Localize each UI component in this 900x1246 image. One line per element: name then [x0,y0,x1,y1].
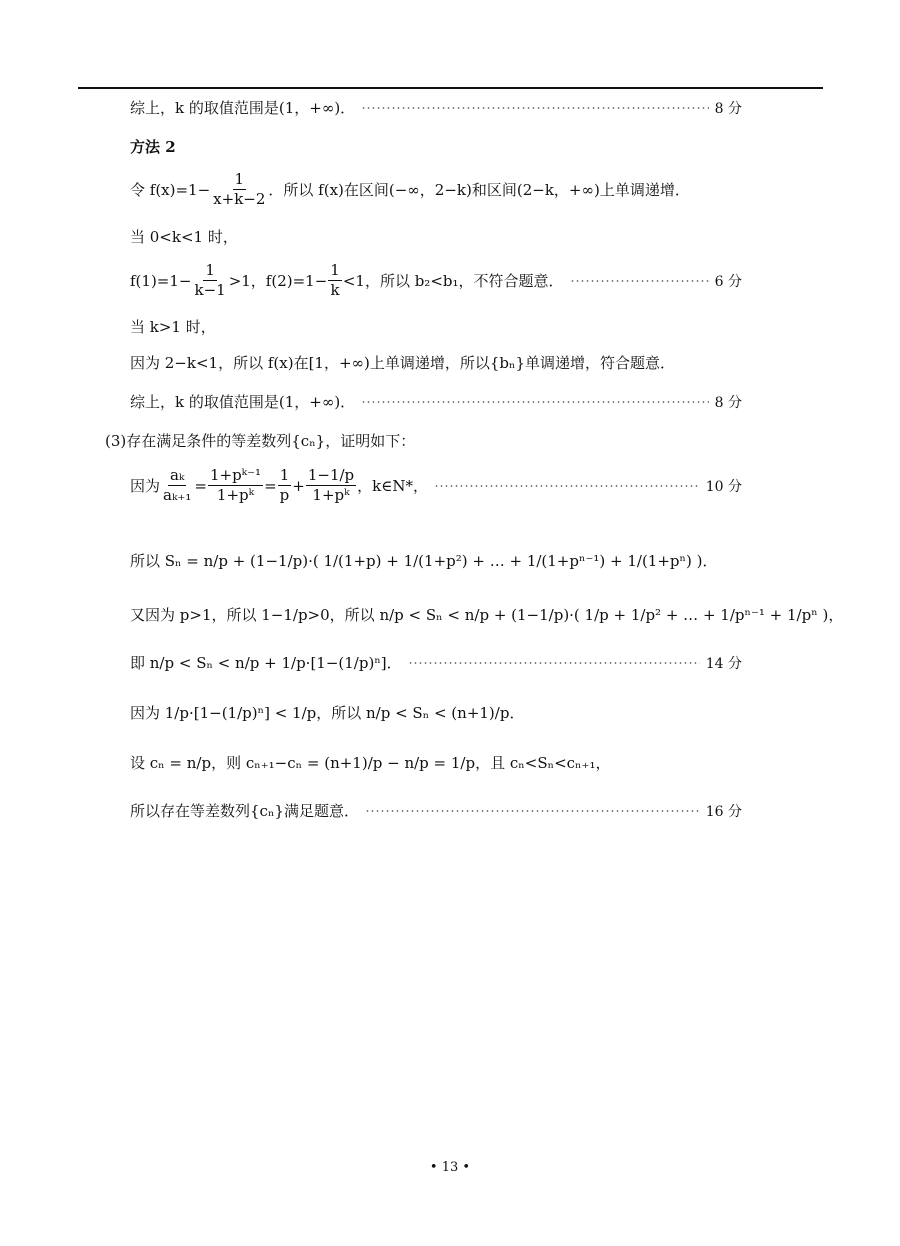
eval-part-b: >1，f(2)=1− [228,272,328,291]
score-8-b: 8 分 [714,394,742,411]
sn-simplified-bound [130,652,742,673]
case-text: 当 k>1 时， [130,318,216,336]
conclusion-text-1: 综上，k 的取值范围是(1，+∞)． [130,99,356,117]
final-text: 所以存在等差数列{cₙ}满足题意． [130,802,359,820]
monotonic-statement [130,352,742,373]
sn-final-text: 因为 1/p·[1−(1/p)ⁿ] < 1/p，所以 n/p < Sₙ < (n+1)/p． [130,704,525,722]
score-14: 14 分 [705,655,742,672]
method-heading-text: 方法 2 [130,138,176,156]
sn-expression [130,550,742,571]
leader-dots [434,485,700,487]
conclusion-text-2: 综上，k 的取值范围是(1，+∞)． [130,393,356,411]
definition-suffix: ．所以 f(x)在区间(−∞，2−k)和区间(2−k，+∞)上单调递增． [268,181,690,200]
case-text: 当 0<k<1 时， [130,228,238,246]
ratio-identity [130,468,742,504]
leader-dots [361,401,708,403]
case-k-less-1-evaluation [130,263,742,299]
case-k-less-1 [130,226,742,247]
plus-sign: + [292,476,305,495]
fraction-1-over-p [278,468,292,504]
part-3-heading [105,430,742,451]
frac-den: x+k−2 [213,189,266,208]
frac-num: 1 [330,261,340,279]
fraction-1pk1-over-1pk [208,468,263,504]
frac-num: aₖ [169,466,185,484]
cn-definition [130,752,742,773]
sn-final-bound [130,702,742,723]
eval-part-c: <1，所以 b₂<b₁，不符合题意． [342,272,564,291]
score-8-a: 8 分 [714,100,742,117]
ratio-prefix: 因为 [130,477,161,496]
frac-num: 1 [205,261,215,279]
definition-prefix: 令 f(x)=1− [130,181,211,200]
fraction-ak-over-ak1 [161,468,193,504]
equals-sign: = [194,476,207,495]
sn-text: 所以 Sₙ = n/p + (1−1/p)·( 1/(1+p) + 1/(1+p²) + … + 1/(1+pⁿ⁻¹) + 1/(1+pⁿ) )． [130,552,718,570]
frac-den: aₖ₊₁ [163,485,192,504]
sn-bound [130,604,844,625]
header-rule [78,87,823,89]
monotonic-text: 因为 2−k<1，所以 f(x)在[1，+∞)上单调递增，所以{bₙ}单调递增，符合题意． [130,354,676,372]
score-10: 10 分 [705,478,742,495]
conclusion-line-1 [130,97,742,118]
frac-num: 1 [234,170,245,188]
page-number: • 13 • [429,1160,471,1175]
case-k-greater-1 [130,316,742,337]
fraction-1-over-x-k-2 [211,172,267,208]
ratio-suffix: ，k∈N*， [357,477,428,496]
leader-dots [365,810,700,812]
leader-dots [361,107,708,109]
frac-num: 1+pᵏ⁻¹ [209,466,262,484]
conclusion-line-2 [130,391,742,412]
fraction-compound [306,468,356,504]
method-2-heading [130,136,742,157]
frac-den: k−1 [194,280,226,299]
score-16: 16 分 [705,803,742,820]
final-conclusion [130,800,742,821]
score-6: 6 分 [714,273,742,290]
cn-text: 设 cₙ = n/p，则 cₙ₊₁−cₙ = (n+1)/p − n/p = 1/p，且 cₙ<Sₙ<cₙ₊₁， [130,754,611,772]
frac-num: 1 [279,466,290,484]
leader-dots [570,280,709,282]
leader-dots [408,662,700,664]
sn-bound-text: 又因为 p>1，所以 1−1/p>0，所以 n/p < Sₙ < n/p + (1−1/p)·( 1/p + 1/p² + … + 1/pⁿ⁻¹ + 1/pⁿ )， [130,606,844,624]
method-2-definition [130,172,742,208]
fraction-1-over-k-1 [192,263,227,299]
frac-den: 1+pᵏ [312,485,350,504]
eval-part-a: f(1)=1− [130,271,192,290]
equals-sign: = [264,476,277,495]
frac-num: 1−1/p [307,466,355,484]
part-3-text: (3)存在满足条件的等差数列{cₙ}，证明如下： [105,432,416,450]
fraction-1-over-k [328,263,342,299]
sn-simplified-text: 即 n/p < Sₙ < n/p + 1/p·[1−(1/p)ⁿ]． [130,654,402,672]
frac-den: p [279,485,290,504]
frac-den: 1+pᵏ [216,485,255,504]
frac-den: k [330,280,340,299]
